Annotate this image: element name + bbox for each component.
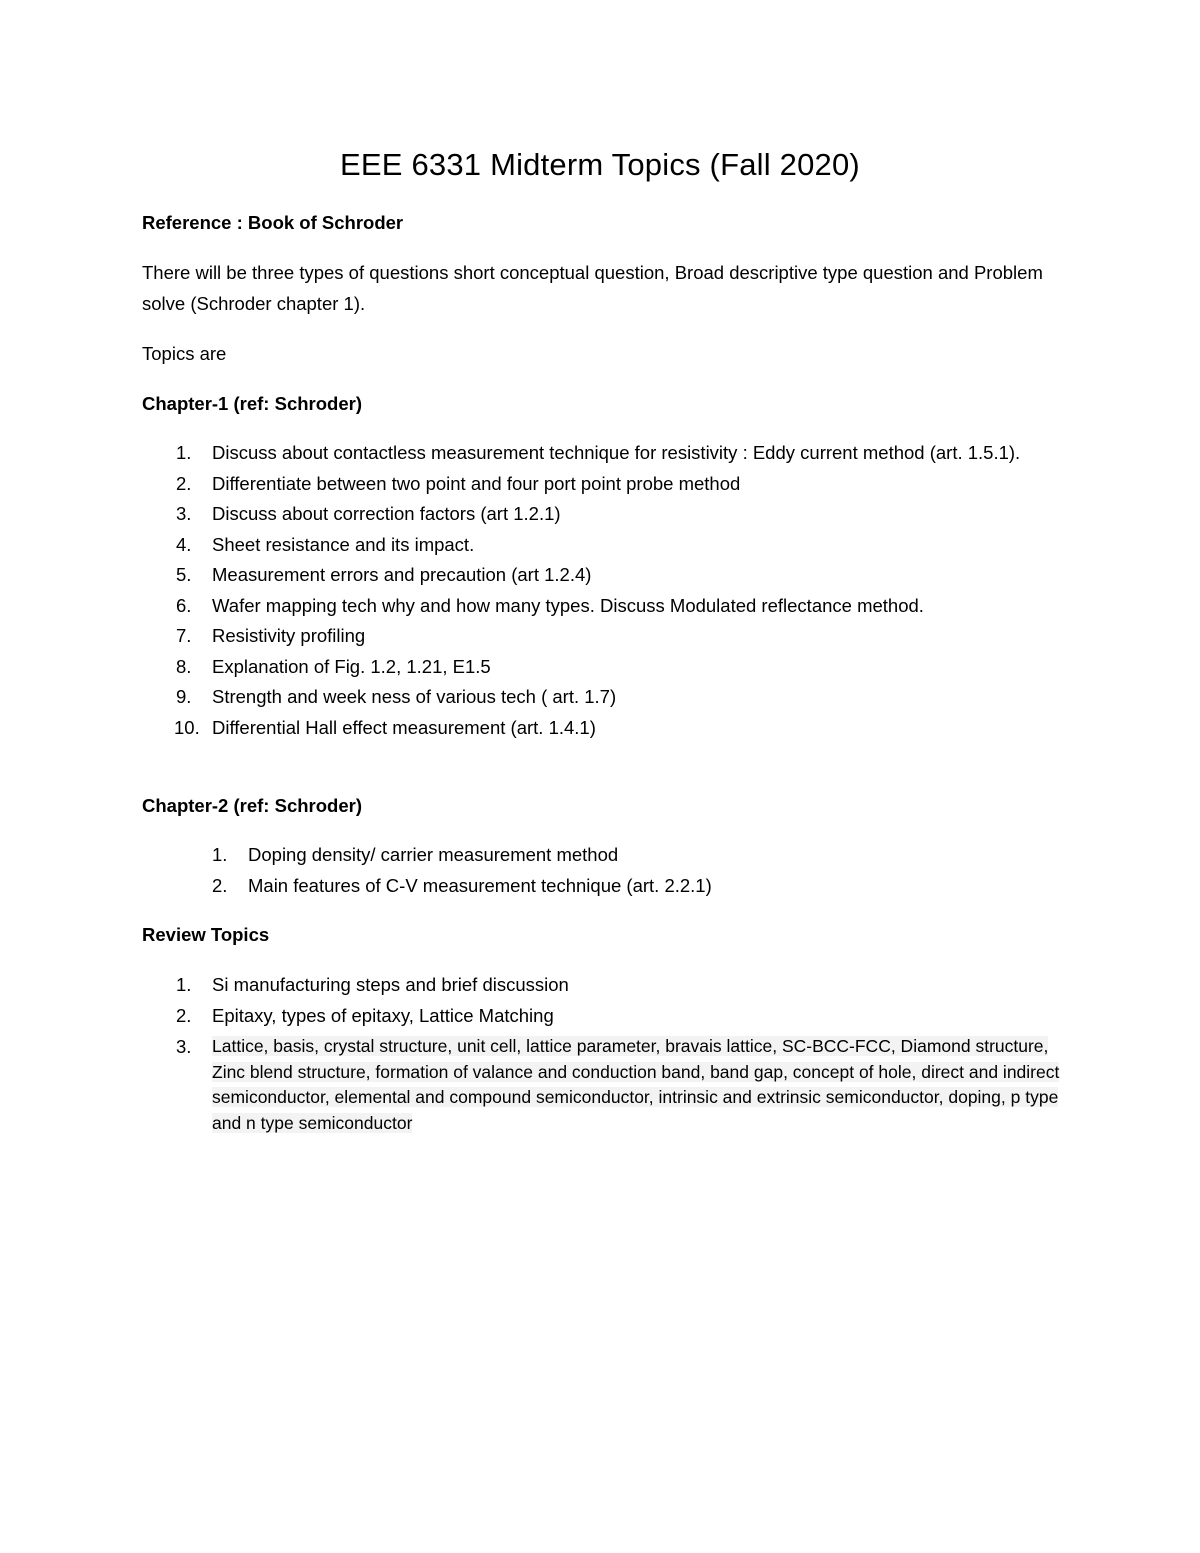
list-item-number: 9. <box>176 686 192 707</box>
list-item-text: Si manufacturing steps and brief discussion <box>212 974 569 995</box>
list-item <box>142 530 1062 561</box>
list-item-number: 10. <box>174 716 200 738</box>
list-item <box>142 871 1062 902</box>
list-item <box>142 591 1062 622</box>
chapter1-list <box>142 438 1062 743</box>
intro-paragraph: There will be three types of questions short conceptual question, Broad descriptive type question and Problem solve (Schroder chapter 1). <box>142 262 1043 314</box>
list-item-text: Epitaxy, types of epitaxy, Lattice Matching <box>212 1004 554 1026</box>
list-item <box>142 469 1062 500</box>
list-item-number: 2. <box>176 472 192 494</box>
list-item <box>142 560 1062 591</box>
list-item-number: 8. <box>176 655 192 677</box>
list-item-text: Lattice, basis, crystal structure, unit cell, lattice parameter, bravais lattice, SC-BCC-FCC, Diamond structure, Zinc blend structure, formation of valance and conduction band, band gap, concept of hole, direct and indirect semiconductor, elemental and compound semiconductor, intrinsic and extrinsic semiconductor, doping, p type and n type semiconductor <box>212 1036 1060 1133</box>
list-item-number: 2. <box>176 1004 192 1026</box>
list-item <box>142 970 1062 1001</box>
list-item-number: 1. <box>176 974 192 995</box>
review-heading: Review Topics <box>142 924 270 945</box>
list-item <box>142 499 1062 530</box>
list-item-text: Explanation of Fig. 1.2, 1.21, E1.5 <box>212 655 491 677</box>
list-item-number: 5. <box>176 564 192 585</box>
list-item-text: Main features of C-V measurement technique (art. 2.2.1) <box>248 874 712 896</box>
chapter2-list <box>142 840 1062 901</box>
list-item-number: 1. <box>176 442 192 463</box>
list-item <box>142 840 1062 871</box>
list-item-number: 7. <box>176 625 192 646</box>
list-item <box>142 652 1062 683</box>
review-list <box>142 970 1062 1136</box>
list-item-number: 4. <box>176 533 192 555</box>
reference-line: Reference : Book of Schroder <box>142 212 404 233</box>
list-item-text: Differential Hall effect measurement (art. 1.4.1) <box>212 716 596 738</box>
list-item-text: Resistivity profiling <box>212 625 366 646</box>
topics-are-label: Topics are <box>142 343 227 364</box>
list-item-number: 6. <box>176 594 192 616</box>
list-item-text: Measurement errors and precaution (art 1.2.4) <box>212 564 592 585</box>
list-item <box>142 438 1062 469</box>
list-item-number: 1. <box>212 844 228 865</box>
list-item-text: Doping density/ carrier measurement method <box>248 844 619 865</box>
list-item-text: Discuss about contactless measurement technique for resistivity : Eddy current method (art. 1.5.1). <box>212 442 1021 463</box>
list-item-text: Strength and week ness of various tech ( art. 1.7) <box>212 686 617 707</box>
list-item <box>142 713 1062 744</box>
list-item-number: 3. <box>176 503 192 524</box>
list-item-text: Sheet resistance and its impact. <box>212 533 475 555</box>
list-item-number: 2. <box>212 874 228 896</box>
list-item-number: 3. <box>176 1036 192 1057</box>
list-item <box>142 1001 1062 1032</box>
list-item <box>142 682 1062 713</box>
chapter2-heading: Chapter-2 (ref: Schroder) <box>142 795 362 816</box>
chapter1-heading: Chapter-1 (ref: Schroder) <box>142 393 362 414</box>
list-item-text: Discuss about correction factors (art 1.2.1) <box>212 503 561 524</box>
list-item <box>142 621 1062 652</box>
list-item <box>142 1031 1062 1136</box>
list-item-text: Wafer mapping tech why and how many types. Discuss Modulated reflectance method. <box>212 594 924 616</box>
document-title: EEE 6331 Midterm Topics (Fall 2020) <box>340 147 860 182</box>
list-item-text: Differentiate between two point and four port point probe method <box>212 472 741 494</box>
